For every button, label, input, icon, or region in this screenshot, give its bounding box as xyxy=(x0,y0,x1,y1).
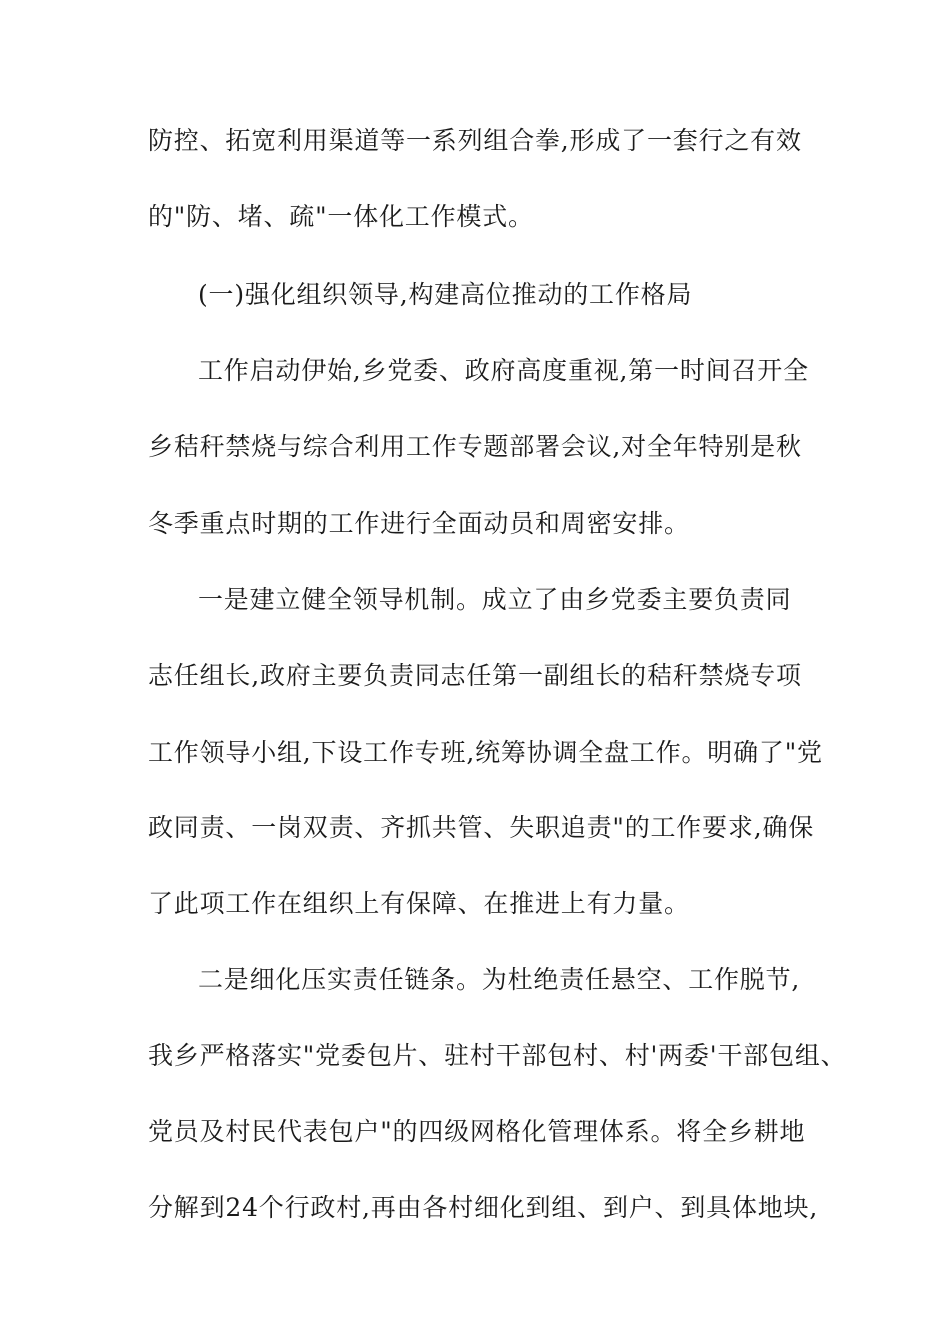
paragraph-line-6: 冬季重点时期的工作进行全面动员和周密安排。 xyxy=(148,509,690,538)
paragraph-line-4: 工作启动伊始,乡党委、政府高度重视,第一时间召开全 xyxy=(198,356,809,385)
paragraph-line-14: 党员及村民代表包户"的四级网格化管理体系。将全乡耕地 xyxy=(148,1117,806,1146)
paragraph-line-1: 防控、拓宽利用渠道等一系列组合拳,形成了一套行之有效 xyxy=(148,126,802,155)
paragraph-line-11: 了此项工作在组织上有保障、在推进上有力量。 xyxy=(148,889,690,918)
paragraph-line-9: 工作领导小组,下设工作专班,统筹协调全盘工作。明确了"党 xyxy=(148,738,823,767)
paragraph-line-7: 一是建立健全领导机制。成立了由乡党委主要负责同 xyxy=(198,585,792,614)
section-heading: (一)强化组织领导,构建高位推动的工作格局 xyxy=(198,280,693,309)
paragraph-line-13: 我乡严格落实"党委包片、驻村干部包村、村'两委'干部包组、 xyxy=(148,1041,847,1070)
paragraph-line-10: 政同责、一岗双责、齐抓共管、失职追责"的工作要求,确保 xyxy=(148,813,815,842)
paragraph-line-15: 分解到24个行政村,再由各村细化到组、到户、到具体地块, xyxy=(148,1193,819,1222)
paragraph-line-12: 二是细化压实责任链条。为杜绝责任悬空、工作脱节, xyxy=(198,965,801,994)
paragraph-line-8: 志任组长,政府主要负责同志任第一副组长的秸秆禁烧专项 xyxy=(148,661,802,690)
paragraph-line-2: 的"防、堵、疏"一体化工作模式。 xyxy=(148,202,534,231)
paragraph-line-5: 乡秸秆禁烧与综合利用工作专题部署会议,对全年特别是秋 xyxy=(148,432,802,461)
